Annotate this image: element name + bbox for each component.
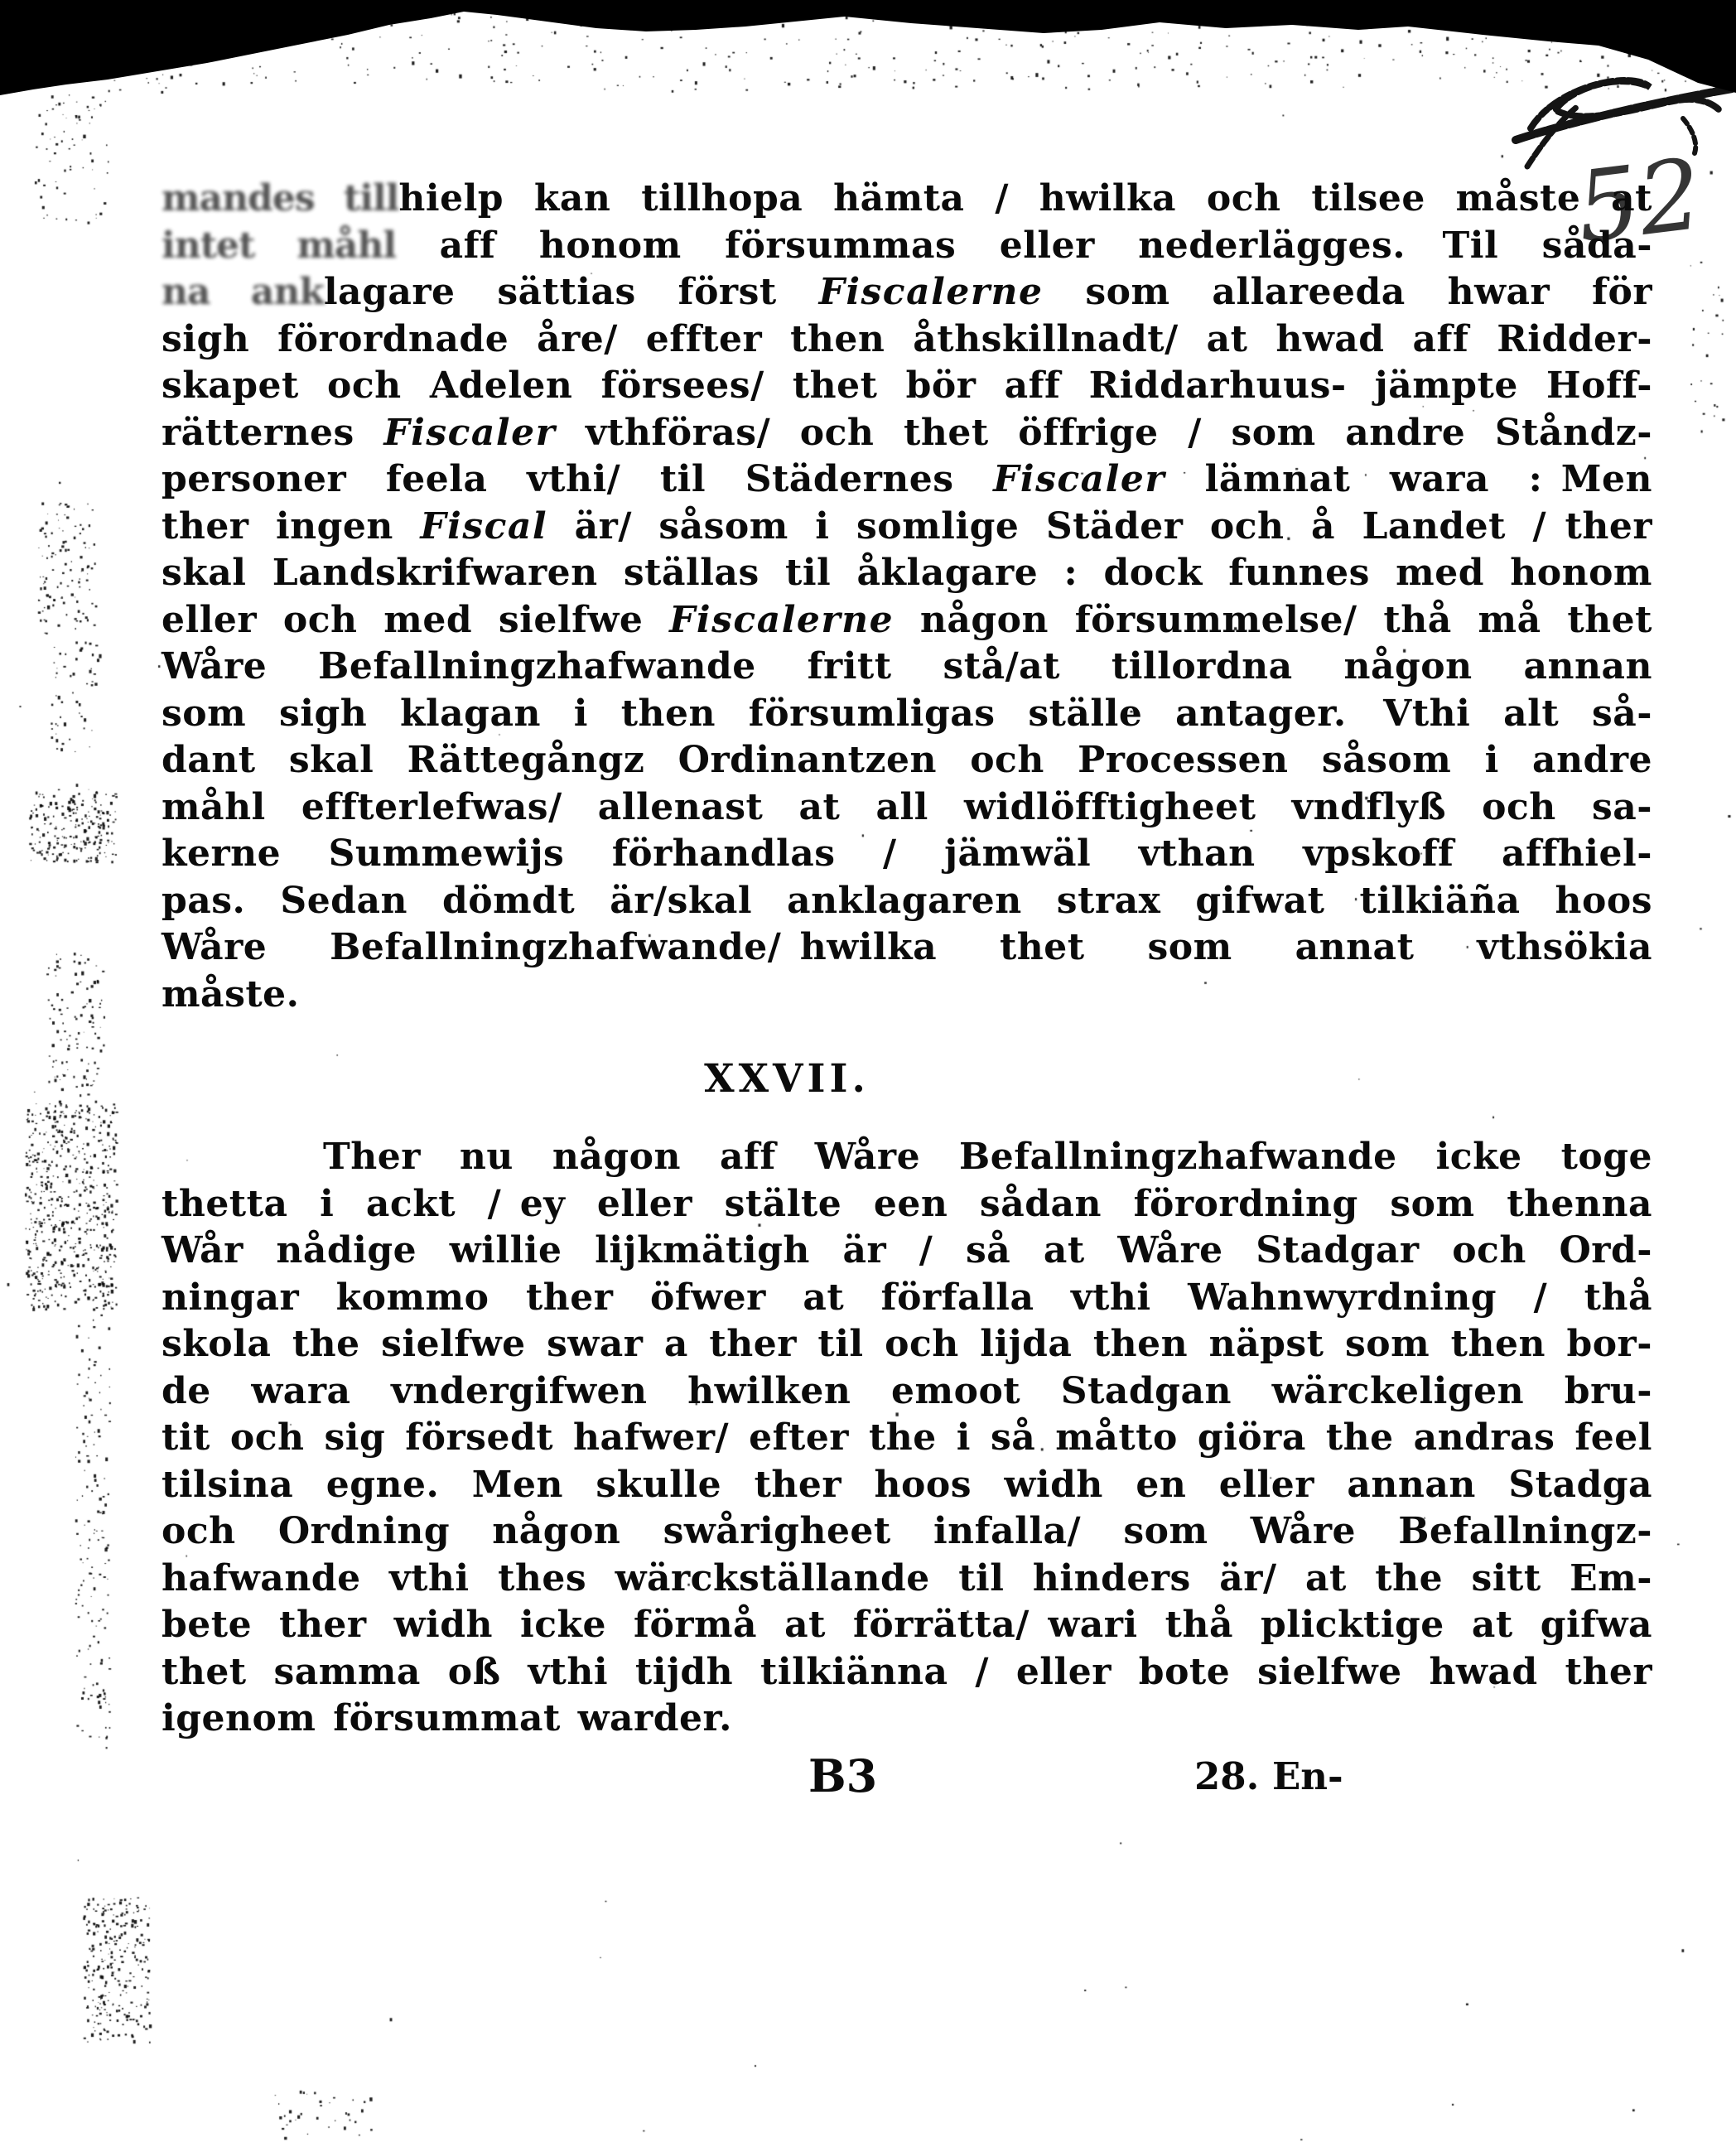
text-segment: pas. Sedan dömdt är/skal anklagaren strax gifwat tilkiäña hoos <box>162 879 1652 922</box>
text-line <box>162 1508 1652 1556</box>
text-line <box>162 176 1652 223</box>
signature-row <box>162 1749 1652 1824</box>
text-line <box>162 737 1652 784</box>
text-line <box>162 831 1652 878</box>
text-segment: bete ther widh icke förmå at förrätta/ wari thå plicktige at gifwa <box>162 1604 1652 1646</box>
text-segment: måste. <box>162 972 300 1016</box>
handwritten-folio-number: 52 <box>1570 136 1708 266</box>
text-segment: som allareeda hwar för <box>1043 271 1652 313</box>
text-segment: måhl effterlefwas/ allenast at all widlöfftigheet vndflyß och sa- <box>162 785 1652 828</box>
text-line <box>162 1181 1652 1228</box>
latin-term: Fiscalerne <box>818 271 1044 313</box>
text-segment: hafwande vthi thes wärckställande til hinders är/ at the sitt Em- <box>162 1556 1652 1599</box>
text-block <box>162 176 1652 1824</box>
text-line <box>162 878 1652 925</box>
text-line <box>162 1134 1652 1181</box>
text-line <box>162 456 1652 504</box>
text-line <box>162 1556 1652 1603</box>
text-line <box>162 1228 1652 1275</box>
text-line <box>162 269 1652 316</box>
text-segment: thet samma oß vthi tijdh tilkiänna / eller bote sielfwe hwad ther <box>162 1650 1652 1693</box>
text-line <box>162 784 1652 832</box>
text-line <box>162 644 1652 691</box>
text-segment: skola the sielfwe swar a ther til och lijda then näpst som then bor- <box>162 1323 1652 1365</box>
text-line <box>162 363 1652 410</box>
text-segment: Wåre Befallningzhafwande fritt stå/at tillordna någon annan <box>162 645 1652 688</box>
text-segment: är/ såsom i somlige Städer och å Landet / ther <box>547 504 1652 548</box>
text-segment: tilsina egne. Men skulle ther hoos widh en eller annan Stadga <box>162 1463 1652 1506</box>
text-line <box>162 410 1652 457</box>
latin-term: Fiscalerne <box>669 598 895 641</box>
text-segment: lagare sättias först <box>323 271 819 313</box>
latin-term: Fiscaler <box>993 458 1166 500</box>
text-line <box>162 504 1652 551</box>
text-segment: aff honom försummas eller nederlägges. Til såda- <box>396 224 1652 267</box>
text-segment: igenom försummat warder. <box>162 1697 732 1739</box>
text-line <box>162 316 1652 364</box>
latin-term: Fiscal <box>420 504 548 548</box>
text-segment: dant skal Rättegångz Ordinantzen och Processen såsom i andre <box>162 739 1652 781</box>
text-line <box>162 1649 1652 1696</box>
text-segment: ningar kommo ther öfwer at förfalla vthi Wahnwyrdning / thå <box>162 1276 1652 1319</box>
degraded-text: intet måhl <box>162 224 397 267</box>
text-segment: som sigh klagan i then försumligas ställe antager. Vthi alt så- <box>162 692 1652 735</box>
text-line <box>162 972 1652 1019</box>
text-line <box>162 550 1652 597</box>
text-line <box>162 691 1652 738</box>
text-segment: thetta i ackt / ey eller stälte een sådan förordning som thenna <box>162 1182 1652 1225</box>
latin-term: Fiscaler <box>383 411 557 454</box>
text-segment: ther ingen <box>162 504 421 548</box>
text-segment: personer feela vthi/ til Städernes <box>162 458 994 500</box>
text-segment: eller och med sielfwe <box>162 598 670 641</box>
section-heading: XXVII. <box>704 1056 870 1102</box>
text-segment: hielp kan tillhopa hämta / hwilka och tilsee måste at <box>398 177 1653 220</box>
paragraph-2 <box>162 1134 1652 1743</box>
text-segment: de wara vndergifwen hwilken emoot Stadgan wärckeligen bru- <box>162 1369 1652 1412</box>
signature-mark: B3 <box>808 1749 878 1802</box>
text-segment: Wåre Befallningzhafwande/ hwilka thet som annat vthsökia <box>162 926 1652 968</box>
text-segment: och Ordning någon swårigheet infalla/ som Wåre Befallningz- <box>162 1510 1652 1552</box>
text-line <box>162 1602 1652 1649</box>
text-segment: vthföras/ och thet öffrige / som andre Ståndz- <box>556 411 1652 454</box>
degraded-text: na ank <box>162 271 324 313</box>
text-line <box>162 597 1652 644</box>
paragraph-1 <box>162 176 1652 1018</box>
text-segment: någon försummelse/ thå må thet <box>894 598 1652 641</box>
text-line <box>162 1368 1652 1416</box>
text-line <box>162 1415 1652 1462</box>
text-line <box>162 223 1652 270</box>
catchword: 28. En- <box>1194 1754 1343 1798</box>
text-segment: skal Landskrifwaren ställas til åklagare : dock funnes med honom <box>162 552 1652 594</box>
text-segment: Ther nu någon aff Wåre Befallningzhafwande icke toge <box>323 1136 1652 1178</box>
text-segment: rätternes <box>162 411 384 454</box>
text-line <box>162 1321 1652 1368</box>
text-segment: kerne Summewijs förhandlas / jämwäl vthan vpskoff affhiel- <box>162 832 1652 875</box>
text-line <box>162 1462 1652 1509</box>
text-line <box>162 1275 1652 1322</box>
text-line <box>162 1696 1652 1743</box>
text-segment: Wår nådige willie lijkmätigh är / så at Wåre Stadgar och Ord- <box>162 1229 1652 1271</box>
text-line <box>162 924 1652 972</box>
degraded-text: mandes till <box>162 177 399 220</box>
text-segment: lämnat wara : Men <box>1165 458 1652 500</box>
text-segment: skapet och Adelen försees/ thet bör aff Riddarhuus- jämpte Hoff- <box>162 364 1652 407</box>
text-segment: sigh förordnade åre/ effter then åthskillnadt/ at hwad aff Ridder- <box>162 317 1652 360</box>
text-segment: tit och sig försedt hafwer/ efter the i så måtto giöra the andras feel <box>162 1416 1652 1459</box>
